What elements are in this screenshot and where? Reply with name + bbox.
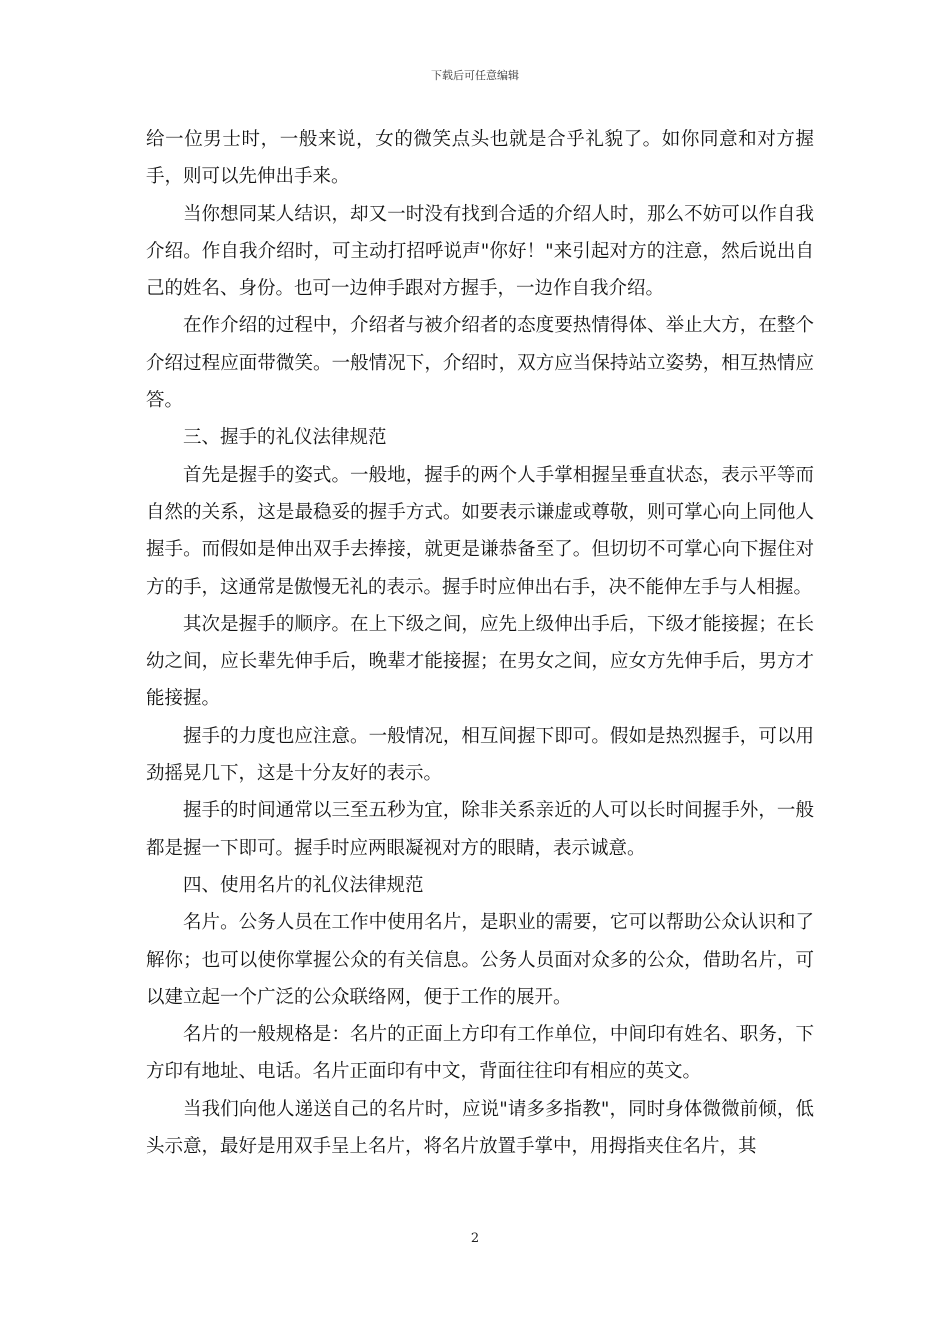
paragraph-business-card-presenting: 当我们向他人递送自己的名片时，应说"请多多指教"，同时身体微微前倾，低头示意，最好是用双手呈上名片，将名片放置手掌中，用拇指夹住名片，其 [146,1098,814,1158]
section-heading-business-card: 四、使用名片的礼仪法律规范 [183,874,424,896]
paragraph-continued: 给一位男士时，一般来说，女的微笑点头也就是合乎礼貌了。如你同意和对方握手，则可以先伸出手来。 [146,129,814,188]
page-header: 下载后可任意编辑 [431,69,519,82]
paragraph-business-card-purpose: 名片。公务人员在工作中使用名片，是职业的需要，它可以帮助公众认识和了解你；也可以使你掌握公众的有关信息。公务人员面对众多的公众，借助名片，可以建立起一个广泛的公众联络网，便于工作的展开。 [146,912,814,1008]
paragraph-business-card-format: 名片的一般规格是：名片的正面上方印有工作单位，中间印有姓名、职务，下方印有地址、电话。名片正面印有中文，背面往往印有相应的英文。 [146,1024,814,1083]
page-number: 2 [470,1231,480,1246]
paragraph-introduction-attitude: 在作介绍的过程中，介绍者与被介绍者的态度要热情得体、举止大方，在整个介绍过程应面带微笑。一般情况下，介绍时，双方应当保持站立姿势，相互热情应答。 [146,315,814,412]
document-body [146,121,814,1165]
paragraph-handshake-order: 其次是握手的顺序。在上下级之间，应先上级伸出手后，下级才能接握；在长幼之间，应长辈先伸手后，晚辈才能接握；在男女之间，应女方先伸手后，男方才能接握。 [146,613,814,710]
paragraph-self-introduction: 当你想同某人结识，却又一时没有找到合适的介绍人时，那么不妨可以作自我介绍。作自我介绍时，可主动打招呼说声"你好！"来引起对方的注意，然后说出自己的姓名、身份。也可一边伸手跟对方握手，一边作自我介绍。 [146,203,814,300]
paragraph-handshake-posture: 首先是握手的姿式。一般地，握手的两个人手掌相握呈垂直状态，表示平等而自然的关系，这是最稳妥的握手方式。如要表示谦虚或尊敬，则可掌心向上同他人握手。而假如是伸出双手去捧接，就更是谦恭备至了。但切切不可掌心向下握住对方的手，这通常是傲慢无礼的表示。握手时应伸出右手，决不能伸左手与人相握。 [146,464,814,598]
section-heading-handshake: 三、握手的礼仪法律规范 [183,427,387,449]
paragraph-handshake-strength: 握手的力度也应注意。一般情况，相互间握下即可。假如是热烈握手，可以用劲摇晃几下，这是十分友好的表示。 [146,725,814,785]
paragraph-handshake-duration: 握手的时间通常以三至五秒为宜，除非关系亲近的人可以长时间握手外，一般都是握一下即可。握手时应两眼凝视对方的眼睛，表示诚意。 [146,800,814,859]
